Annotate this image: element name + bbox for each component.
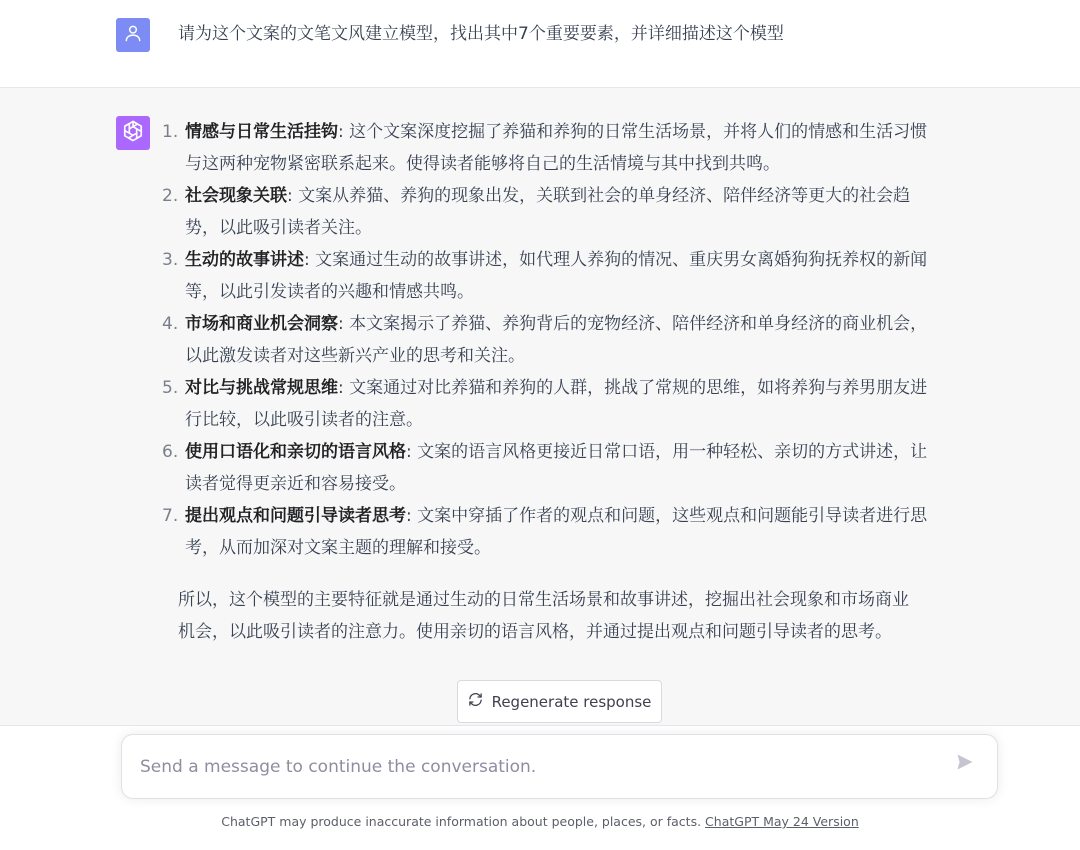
item-text: 本文案揭示了养猫、养狗背后的宠物经济、陪伴经济和单身经济的商业机会，以此激发读者对这些新兴产业的思考和关注。 <box>185 314 928 366</box>
list-item: 2. 社会现象关联: 文案从养猫、养狗的现象出发，关联到社会的单身经济、陪伴经济等更大的社会趋势，以此吸引读者关注。 <box>162 180 928 244</box>
list-number: 2. <box>162 186 179 206</box>
disclaimer-text: ChatGPT may produce inaccurate information about people, places, or facts. <box>221 814 702 829</box>
item-text: 文案通过对比养猫和养狗的人群，挑战了常规的思维，如将养狗与养男朋友进行比较，以此吸引读者的注意。 <box>185 378 928 430</box>
version-link[interactable]: ChatGPT May 24 Version <box>705 814 859 829</box>
item-title: 对比与挑战常规思维 <box>185 378 338 398</box>
message-composer <box>121 734 998 799</box>
item-title: 使用口语化和亲切的语言风格 <box>185 442 406 462</box>
regenerate-response-button[interactable] <box>457 680 662 723</box>
list-item: 4. 市场和商业机会洞察: 本文案揭示了养猫、养狗背后的宠物经济、陪伴经济和单身经济的商业机会，以此激发读者对这些新兴产业的思考和关注。 <box>162 308 928 372</box>
footer-disclaimer <box>0 814 1080 829</box>
assistant-avatar <box>116 116 150 150</box>
message-input[interactable] <box>140 753 920 781</box>
list-item: 6. 使用口语化和亲切的语言风格: 文案的语言风格更接近日常口语，用一种轻松、亲切的方式讲述，让读者觉得更亲近和容易接受。 <box>162 436 928 500</box>
composer-area <box>0 725 1080 850</box>
item-text: 文案从养猫、养狗的现象出发，关联到社会的单身经济、陪伴经济等更大的社会趋势，以此吸引读者关注。 <box>185 186 911 238</box>
list-item: 7. 提出观点和问题引导读者思考: 文案中穿插了作者的观点和问题，这些观点和问题能引导读者进行思考，从而加深对文案主题的理解和接受。 <box>162 500 928 564</box>
list-number: 1. <box>162 122 179 142</box>
list-item: 5. 对比与挑战常规思维: 文案通过对比养猫和养狗的人群，挑战了常规的思维，如将养狗与养男朋友进行比较，以此吸引读者的注意。 <box>162 372 928 436</box>
list-item: 1. 情感与日常生活挂钩: 这个文案深度挖掘了养猫和养狗的日常生活场景，并将人们的情感和生活习惯与这两种宠物紧密联系起来。使得读者能够将自己的生活情境与其中找到共鸣。 <box>162 116 928 180</box>
list-number: 4. <box>162 314 179 334</box>
item-text: 文案中穿插了作者的观点和问题，这些观点和问题能引导读者进行思考，从而加深对文案主题的理解和接受。 <box>185 506 928 558</box>
list-number: 6. <box>162 442 179 462</box>
item-text: 这个文案深度挖掘了养猫和养狗的日常生活场景，并将人们的情感和生活习惯与这两种宠物紧密联系起来。使得读者能够将自己的生活情境与其中找到共鸣。 <box>185 122 928 174</box>
refresh-icon <box>468 692 483 711</box>
item-title: 提出观点和问题引导读者思考 <box>185 506 406 526</box>
item-text: 文案通过生动的故事讲述，如代理人养狗的情况、重庆男女离婚狗狗抚养权的新闻等，以此引发读者的兴趣和情感共鸣。 <box>185 250 928 302</box>
regenerate-label: Regenerate response <box>491 692 652 711</box>
list-number: 7. <box>162 506 179 526</box>
item-title: 市场和商业机会洞察 <box>185 314 338 334</box>
openai-logo-icon <box>120 118 146 148</box>
item-title: 社会现象关联 <box>185 186 287 206</box>
user-message-text: 请为这个文案的文笔文风建立模型，找出其中7个重要要素，并详细描述这个模型 <box>178 24 784 44</box>
elements-list <box>162 116 928 564</box>
send-icon <box>955 752 975 776</box>
user-icon <box>123 23 143 47</box>
list-item: 3. 生动的故事讲述: 文案通过生动的故事讲述，如代理人养狗的情况、重庆男女离婚狗狗抚养权的新闻等，以此引发读者的兴趣和情感共鸣。 <box>162 244 928 308</box>
item-text: 文案的语言风格更接近日常口语，用一种轻松、亲切的方式讲述，让读者觉得更亲近和容易接受。 <box>185 442 928 494</box>
list-number: 3. <box>162 250 179 270</box>
item-title: 情感与日常生活挂钩 <box>185 122 338 142</box>
assistant-answer <box>162 116 928 648</box>
user-message-row <box>0 0 1080 88</box>
user-avatar <box>116 18 150 52</box>
summary-paragraph: 所以，这个模型的主要特征就是通过生动的日常生活场景和故事讲述，挖掘出社会现象和市场商业机会，以此吸引读者的注意力。使用亲切的语言风格，并通过提出观点和问题引导读者的思考。 <box>178 590 909 642</box>
assistant-message-row <box>0 88 1080 725</box>
send-button[interactable] <box>952 751 978 777</box>
list-number: 5. <box>162 378 179 398</box>
item-title: 生动的故事讲述 <box>185 250 304 270</box>
